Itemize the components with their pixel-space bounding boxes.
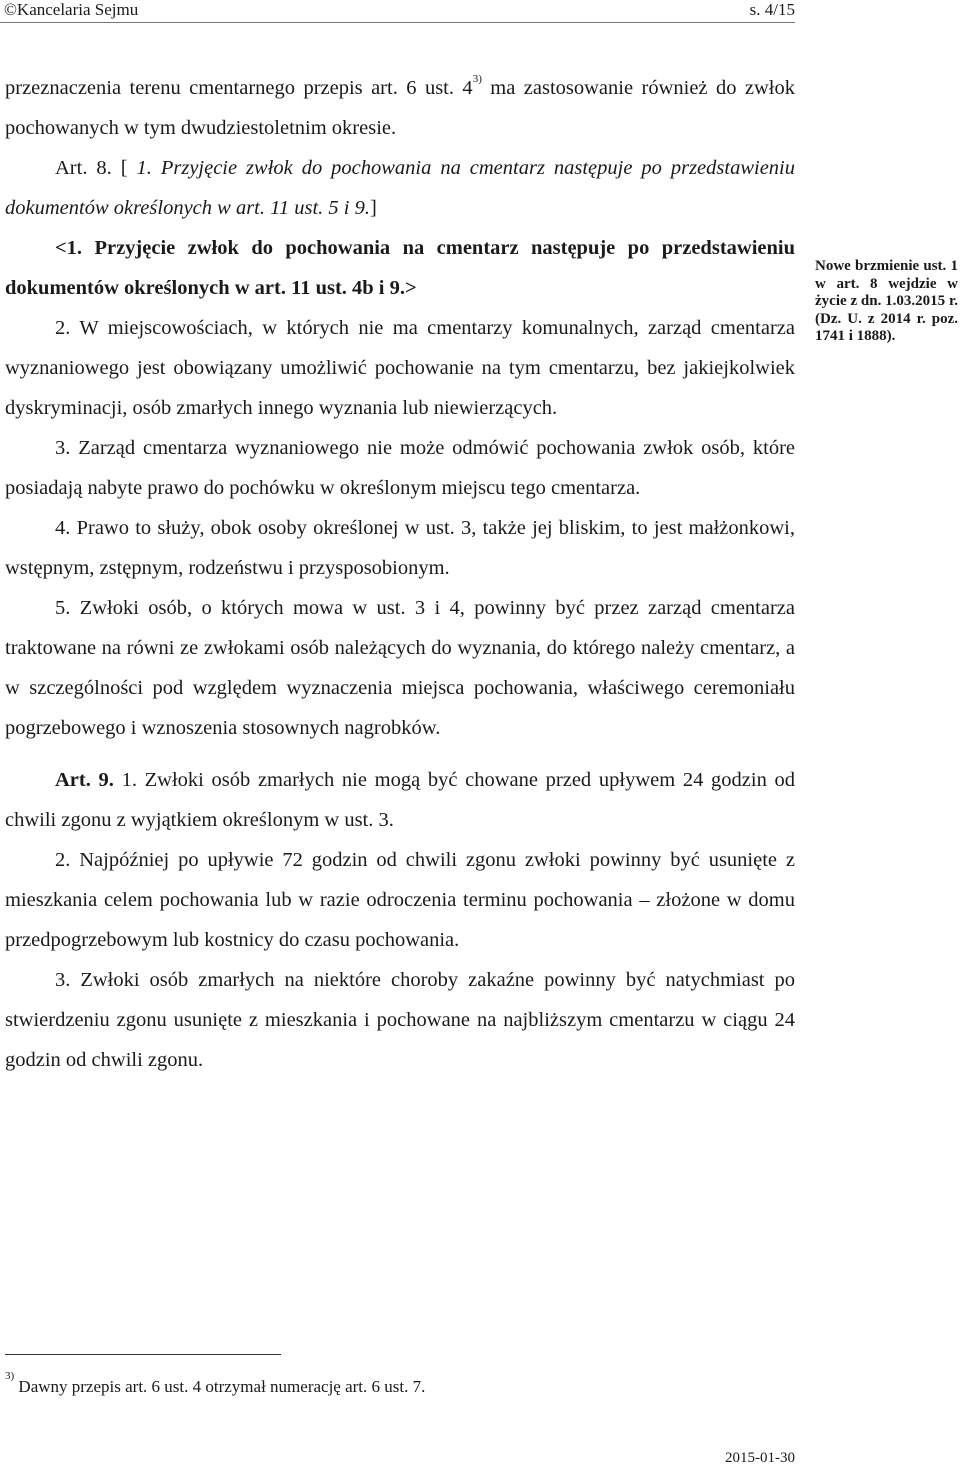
art8-section-4: 4. Prawo to służy, obok osoby określonej w ust. 3, także jej bliskim, to jest małżonkowi, wstępnym, zstępnym, rodzeństwu i przysposobionym. bbox=[5, 517, 795, 579]
paragraph-text: 1. Zwłoki osób zmarłych nie mogą być chowane przed upływem 24 godzin od chwili zgonu z wyjątkiem określonym w ust. 3. bbox=[5, 769, 795, 831]
footnote-marker: 3) bbox=[5, 1370, 15, 1383]
document-body bbox=[5, 68, 795, 1080]
art8-section-5: 5. Zwłoki osób, o których mowa w ust. 3 i 4, powinny być przez zarząd cmentarza traktowane na równi ze zwłokami osób należących do wyznania, do którego należy cmentarz, a w szczególności pod względem wyznaczenia miejsca pochowania, właściwego ceremoniału pogrzebowego i wznoszenia stosownych nagrobków. bbox=[5, 597, 795, 739]
footnote bbox=[5, 1370, 426, 1398]
footnote-reference: 3) bbox=[472, 73, 482, 86]
bracket-open: [ bbox=[120, 157, 137, 179]
art9-section-1 bbox=[5, 760, 795, 840]
header-divider bbox=[0, 22, 795, 23]
page-number: s. 4/15 bbox=[749, 0, 795, 19]
repealed-provision: 1. Przyjęcie zwłok do pochowania na cmentarz następuje po przedstawieniu dokumentów określonych w art. 11 ust. 5 i 9. bbox=[5, 157, 795, 219]
paragraph-text: ma zastosowanie również do zwłok pochowanych w tym dwudziestoletnim okresie. bbox=[5, 77, 795, 139]
art9-section-2: 2. Najpóźniej po upływie 72 godzin od chwili zgonu zwłoki powinny być usunięte z mieszkania celem pochowania lub w razie odroczenia terminu pochowania – złożone w domu przedpogrzebowym lub kostnicy do czasu pochowania. bbox=[5, 849, 795, 951]
paragraph-continuation bbox=[5, 68, 795, 148]
article-label: Art. 9. bbox=[55, 769, 114, 791]
art8-section-3: 3. Zarząd cmentarza wyznaniowego nie może odmówić pochowania zwłok osób, które posiadają nabyte prawo do pochówku w określonym miejscu tego cmentarza. bbox=[5, 437, 795, 499]
art8-old-text bbox=[5, 148, 795, 228]
bracket-close: ] bbox=[369, 197, 377, 219]
art8-new-text: <1. Przyjęcie zwłok do pochowania na cmentarz następuje po przedstawieniu dokumentów określonych w art. 11 ust. 4b i 9.> bbox=[5, 237, 795, 299]
article-label: Art. 8. bbox=[55, 157, 112, 179]
paragraph-text: przeznaczenia terenu cmentarnego przepis art. 6 ust. 4 bbox=[5, 77, 473, 99]
header-publisher: ©Kancelaria Sejmu bbox=[4, 0, 139, 19]
footnote-divider bbox=[5, 1354, 281, 1355]
art9-section-3: 3. Zwłoki osób zmarłych na niektóre choroby zakaźne powinny być natychmiast po stwierdzeniu zgonu usunięte z mieszkania i pochowane na najbliższym cmentarzu w ciągu 24 godzin od chwili zgonu. bbox=[5, 969, 795, 1071]
footnote-text: Dawny przepis art. 6 ust. 4 otrzymał numerację art. 6 ust. 7. bbox=[14, 1377, 426, 1396]
margin-note: Nowe brzmienie ust. 1 w art. 8 wejdzie w życie z dn. 1.03.2015 r. (Dz. U. z 2014 r. poz. 1741 i 1888). bbox=[815, 258, 958, 344]
document-date: 2015-01-30 bbox=[725, 1450, 795, 1466]
art8-section-2: 2. W miejscowościach, w których nie ma cmentarzy komunalnych, zarząd cmentarza wyznaniowego jest obowiązany umożliwić pochowanie na tym cmentarzu, bez jakiejkolwiek dyskryminacji, osób zmarłych innego wyznania lub niewierzących. bbox=[5, 317, 795, 419]
